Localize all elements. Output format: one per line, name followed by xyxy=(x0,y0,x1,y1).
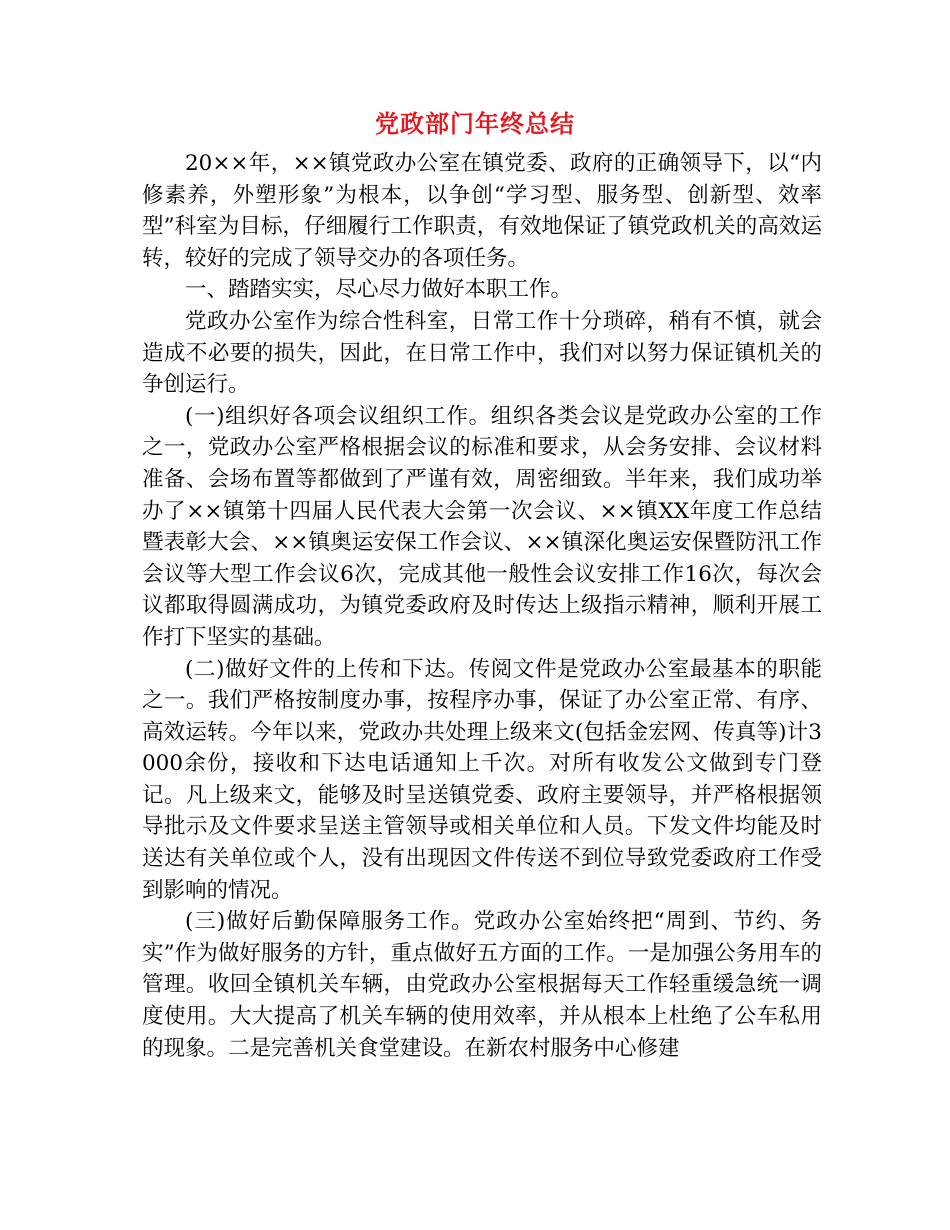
paragraph-meetings: (一)组织好各项会议组织工作。组织各类会议是党政办公室的工作之一，党政办公室严格根据会议的标准和要求，从会务安排、会议材料准备、会场布置等都做到了严谨有效，周密细致。半年来，我们成功举办了××镇第十四届人民代表大会第一次会议、××镇XX年度工作总结暨表彰大会、××镇奥运安保工作会议、××镇深化奥运安保暨防汛工作会议等大型工作会议6次，完成其他一般性会议安排工作16次，每次会议都取得圆满成功，为镇党委政府及时传达上级指示精神，顺利开展工作打下坚实的基础。 xyxy=(142,403,822,650)
paragraph-intro: 20××年，××镇党政办公室在镇党委、政府的正确领导下，以“内修素养，外塑形象”为根本，以争创“学习型、服务型、创新型、效率型”科室为目标，仔细履行工作职责，有效地保证了镇党政机关的高效运转，较好的完成了领导交办的各项任务。 xyxy=(142,151,822,271)
document-body xyxy=(142,148,822,1064)
paragraph-logistics: (三)做好后勤保障服务工作。党政办公室始终把“周到、节约、务实”作为做好服务的方针，重点做好五方面的工作。一是加强公务用车的管理。收回全镇机关车辆，由党政办公室根据每天工作轻重缓急统一调度使用。大大提高了机关车辆的使用效率，并从根本上杜绝了公车私用的现象。二是完善机关食堂建设。在新农村服务中心修建 xyxy=(142,909,822,1061)
paragraph-section-1-intro: 党政办公室作为综合性科室，日常工作十分琐碎，稍有不慎，就会造成不必要的损失，因此，在日常工作中，我们对以努力保证镇机关的争创运行。 xyxy=(142,308,822,398)
page-title: 党政部门年终总结 xyxy=(375,109,575,138)
section-heading-1: 一、踏踏实实，尽心尽力做好本职工作。 xyxy=(185,277,573,303)
paragraph-documents: (二)做好文件的上传和下达。传阅文件是党政办公室最基本的职能之一。我们严格按制度办事，按程序办事，保证了办公室正常、有序、高效运转。今年以来，党政办共处理上级来文(包括金宏网、传真等)计3000余份，接收和下达电话通知上千次。对所有收发公文做到专门登记。凡上级来文，能够及时呈送镇党委、政府主要领导，并严格根据领导批示及文件要求呈送主管领导或相关单位和人员。下发文件均能及时送达有关单位或个人，没有出现因文件传送不到位导致党委政府工作受到影响的情况。 xyxy=(142,656,822,903)
